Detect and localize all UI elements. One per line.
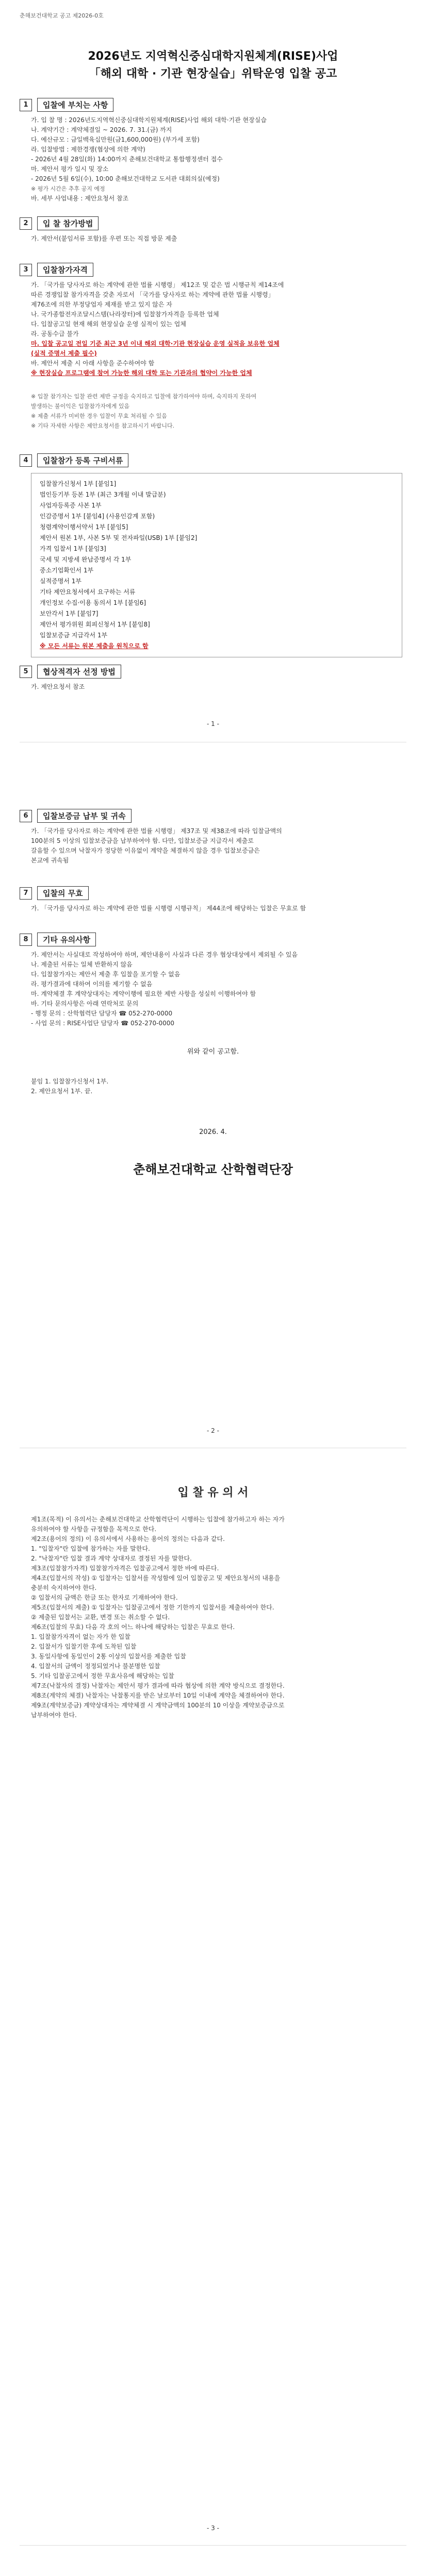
text-line: 바. 제안서 제출 시 아래 사항을 준수하여야 함 xyxy=(31,360,155,367)
list-item: 실적증명서 1부 xyxy=(40,578,82,585)
section-number: 3 xyxy=(20,264,32,276)
list-item: 보안각서 1부 [붙임7] xyxy=(40,610,99,617)
section-number: 4 xyxy=(20,454,32,467)
attachments xyxy=(31,1077,402,1096)
text-line: 라. 입찰방법 : 제한경쟁(협상에 의한 계약) xyxy=(31,146,145,153)
section-6-body xyxy=(31,826,402,866)
text-line: - 행정 문의 : 산학협력단 담당자 ☎ 052-270-0000 xyxy=(31,1010,173,1017)
article-line: ② 입찰서의 금액은 한글 또는 한자로 기재하여야 한다. xyxy=(31,1594,178,1601)
section-title: 기타 유의사항 xyxy=(37,933,96,946)
required-docs-box xyxy=(31,473,402,657)
attachment-line: 2. 제안요청서 1부. 끝. xyxy=(31,1088,93,1095)
text-line: 라. 공동수급 불가 xyxy=(31,330,79,337)
note-line: ※ 입찰 참가자는 입찰 관련 제반 규정을 숙지하고 입찰에 참가하여야 하며, 숙지하지 못하여 xyxy=(31,393,257,400)
article-line: 충분히 숙지하여야 한다. xyxy=(31,1584,97,1591)
page-number: - 2 - xyxy=(207,1427,219,1434)
text-line: 마. 계약체결 후 계약상대자는 계약이행에 필요한 제반 사항을 성실히 이행하여야 함 xyxy=(31,990,256,997)
text-line: 바. 세부 사업내용 : 제안요청서 참조 xyxy=(31,195,129,202)
articles-part1 xyxy=(31,1515,402,1720)
text-line: 가. 「국가를 당사자로 하는 계약에 관한 법률 시행령 시행규칙」 제44조에 해당하는 입찰은 무효로 함 xyxy=(31,905,306,912)
note-line: ※ 기타 자세한 사항은 제안요청서를 참고하시기 바랍니다. xyxy=(31,422,175,429)
section-3-notes xyxy=(31,392,402,431)
text-line: 가. 입 찰 명 : 2026년도지역혁신중심대학지원체계(RISE)사업 해외 대학·기관 현장실습 xyxy=(31,116,267,124)
list-item: 기타 제안요청서에서 요구하는 서류 xyxy=(40,588,136,596)
note-line: ※ 제출 서류가 미비한 경우 입찰이 무효 처리될 수 있음 xyxy=(31,413,167,419)
section-7-body xyxy=(31,904,402,913)
text-line: 갈음할 수 있으며 낙찰자가 정당한 이유없이 계약을 체결하지 않을 경우 입찰보증금은 xyxy=(31,847,260,854)
section-8-header xyxy=(20,933,96,946)
article-line: 제8조(계약의 체결) 낙찰자는 낙찰통지를 받은 날로부터 10일 이내에 계약을 체결하여야 한다. xyxy=(31,1692,285,1699)
section-2-header xyxy=(20,216,99,230)
announcement-note: 위와 같이 공고함. xyxy=(187,1048,239,1056)
text-line: 가. 제안요청서 참조 xyxy=(31,683,85,690)
text-line: ※ 평가 시간은 추후 공지 예정 xyxy=(31,185,105,192)
title-line2: 「해외 대학 · 기관 현장실습」위탁운영 입찰 공고 xyxy=(89,67,337,80)
article-line: 1. "입찰자"란 입찰에 참가하는 자를 말한다. xyxy=(31,1545,150,1552)
section-1-header xyxy=(20,98,113,112)
list-item: 법인등기부 등본 1부 (최근 3개월 이내 발급분) xyxy=(40,491,166,498)
notice-id: 춘해보건대학교 공고 제2026-0호 xyxy=(20,12,104,19)
attachment-line: 붙임 1. 입찰참가신청서 1부. xyxy=(31,1078,109,1085)
text-line: 가. 「국가를 당사자로 하는 계약에 관한 법률 시행령」 제37조 및 제38조에 따라 입찰금액의 xyxy=(31,827,282,835)
section-title: 입찰보증금 납부 및 귀속 xyxy=(37,809,132,823)
section-number: 8 xyxy=(20,934,32,946)
section-5-body xyxy=(31,682,402,692)
page-number: - 1 - xyxy=(207,720,219,727)
article-line: 제6조(입찰의 무효) 다음 각 호의 어느 하나에 해당하는 입찰은 무효로 한다. xyxy=(31,1623,235,1631)
list-item: 사업자등록증 사본 1부 xyxy=(40,502,102,509)
section-1-body xyxy=(31,115,402,204)
section-number: 2 xyxy=(20,217,32,230)
text-line: 본교에 귀속됨 xyxy=(31,857,69,864)
section-4-header xyxy=(20,453,128,467)
section-title: 입찰참가 등록 구비서류 xyxy=(37,453,128,467)
article-line: 납부하여야 한다. xyxy=(31,1711,77,1719)
article-line: 1. 입찰참가자격이 없는 자가 한 입찰 xyxy=(31,1633,130,1640)
text-line: 가. 제안서(붙임서류 포함)를 우편 또는 직접 방문 제출 xyxy=(31,235,177,242)
list-item: 인감증명서 1부 [붙임4] (사용인감계 포함) xyxy=(40,513,155,520)
text-line: - 2026년 4월 28일(화) 14:00까지 춘해보건대학교 통합행정센터 접수 xyxy=(31,156,223,163)
list-item: 청렴계약이행서약서 1부 [붙임5] xyxy=(40,523,128,531)
text-line: 바. 기타 문의사항은 아래 연락처로 문의 xyxy=(31,1000,139,1007)
list-item: 제안서 원본 1부, 사본 5부 및 전자파일(USB) 1부 [붙임2] xyxy=(40,534,198,541)
section-5-header xyxy=(20,665,121,679)
text-line: 마. 제안서 평가 일시 및 장소 xyxy=(31,165,109,173)
sign-date: 2026. 4. xyxy=(199,1128,227,1136)
section-number: 1 xyxy=(20,99,32,111)
text-line: 100분의 5 이상의 입찰보증금을 납부하여야 함. 다만, 입찰보증금 지급각서 제출로 xyxy=(31,837,254,844)
list-item: 입찰참가신청서 1부 [붙임1] xyxy=(40,480,117,487)
list-item: ※ 모든 서류는 원본 제출을 원칙으로 함 xyxy=(40,642,149,650)
section-8-body xyxy=(31,950,402,1028)
article-line: 4. 입찰서의 금액이 정정되었거나 불분명한 입찰 xyxy=(31,1663,160,1670)
doc2-title: 입 찰 유 의 서 xyxy=(177,1486,249,1499)
section-7-header xyxy=(20,886,89,900)
article-line: 3. 동일사항에 동일인이 2통 이상의 입찰서를 제출한 입찰 xyxy=(31,1653,186,1660)
article-line: 2. "낙찰자"란 입찰 결과 계약 상대자로 결정된 자를 말한다. xyxy=(31,1555,192,1562)
article-line: 제3조(입찰참가자격) 입찰참가자격은 입찰공고에서 정한 바에 따른다. xyxy=(31,1565,219,1572)
section-3-header xyxy=(20,263,93,277)
section-2-body xyxy=(31,234,402,244)
text-line: - 사업 문의 : RISE사업단 담당자 ☎ 052-270-0000 xyxy=(31,1020,175,1027)
page-divider xyxy=(20,2545,406,2546)
text-line: 다. 예산규모 : 금일백육십만원(금1,600,000원) (부가세 포함) xyxy=(31,136,200,143)
article-line: 제9조(계약보증금) 계약상대자는 계약체결 시 계약금액의 100분의 10 이상을 계약보증금으로 xyxy=(31,1702,285,1709)
text-line: 마. 입찰 공고일 전일 기준 최근 3년 이내 해외 대학·기관 현장실습 운영 실적을 보유한 업체 xyxy=(31,340,280,347)
article-line: 제5조(입찰서의 제출) ① 입찰자는 입찰공고에서 정한 기한까지 입찰서를 제출하여야 한다. xyxy=(31,1604,274,1611)
section-title: 입 찰 참가방법 xyxy=(37,216,99,230)
list-item: 중소기업확인서 1부 xyxy=(40,567,94,574)
article-line: 제4조(입찰서의 작성) ① 입찰자는 입찰서를 작성함에 있어 입찰공고 및 제안요청서의 내용을 xyxy=(31,1574,281,1582)
text-line: - 2026년 5월 6일(수), 10:00 춘해보건대학교 도서관 대회의실(예정) xyxy=(31,175,220,182)
section-6-header xyxy=(20,809,132,823)
article-line: 2. 입찰서가 입찰기한 후에 도착된 입찰 xyxy=(31,1643,137,1650)
text-line: 다. 입찰참가자는 제안서 제출 후 입찰을 포기할 수 없음 xyxy=(31,971,181,978)
text-line: 가. 「국가를 당사자로 하는 계약에 관한 법률 시행령」 제12조 및 같은 법 시행규칙 제14조에 xyxy=(31,281,284,289)
section-3-body xyxy=(31,280,402,378)
text-line: 라. 평가결과에 대하여 이의를 제기할 수 없음 xyxy=(31,980,153,988)
section-number: 7 xyxy=(20,887,32,900)
article-line: ② 제출된 입찰서는 교환, 변경 또는 취소할 수 없다. xyxy=(31,1614,170,1621)
text-line: 가. 제안서는 사실대로 작성하여야 하며, 제안내용이 사실과 다른 경우 협상대상에서 제외될 수 있음 xyxy=(31,951,298,958)
article-line: 유의하여야 할 사항을 규정함을 목적으로 한다. xyxy=(31,1526,157,1533)
list-item: 가격 입찰서 1부 [붙임3] xyxy=(40,545,106,552)
section-number: 5 xyxy=(20,666,32,678)
article-line: 제2조(용어의 정의) 이 유의서에서 사용하는 용어의 정의는 다음과 같다. xyxy=(31,1535,225,1543)
text-line: 나. 제출된 서류는 일체 반환하지 않음 xyxy=(31,961,133,968)
section-title: 입찰에 부치는 사항 xyxy=(37,98,113,112)
list-item: 제안서 평가위원 회피신청서 1부 [붙임8] xyxy=(40,621,150,628)
text-line: (실적 증명서 제출 필수) xyxy=(31,350,97,357)
section-title: 입찰참가자격 xyxy=(37,263,93,277)
text-line: 나. 계약기간 : 계약체결일 ~ 2026. 7. 31.(금) 까지 xyxy=(31,126,172,133)
list-item: 국세 및 지방세 완납증명서 각 1부 xyxy=(40,556,132,563)
section-number: 6 xyxy=(20,810,32,822)
page-number: - 3 - xyxy=(207,2524,219,2532)
highlight-line: ※ 현장실습 프로그램에 참여 가능한 해외 대학 또는 기관과의 협약이 가능한 업체 xyxy=(31,369,252,377)
section-title: 협상적격자 선정 방법 xyxy=(37,665,121,679)
text-line: 따른 경쟁입찰 참가자격을 갖춘 자로서 「국가를 당사자로 하는 계약에 관한 법률 시행령」 xyxy=(31,291,274,298)
note-line: 발생하는 불이익은 입찰참가자에게 있음 xyxy=(31,403,130,410)
section-title: 입찰의 무효 xyxy=(37,886,89,900)
article-line: 제1조(목적) 이 유의서는 춘해보건대학교 산학협력단이 시행하는 입찰에 참가하고자 하는 자가 xyxy=(31,1516,285,1523)
title-line1: 2026년도 지역혁신중심대학지원체계(RISE)사업 xyxy=(88,50,338,63)
list-item: 입찰보증금 지급각서 1부 xyxy=(40,632,108,639)
sign-org: 춘해보건대학교 산학협력단장 xyxy=(133,1162,293,1177)
text-line: 제76조에 의한 부정당업자 제재를 받고 있지 않은 자 xyxy=(31,301,172,308)
text-line: 나. 국가종합전자조달시스템(나라장터)에 입찰참가자격을 등록한 업체 xyxy=(31,311,219,318)
article-line: 제7조(낙찰자의 결정) 낙찰자는 제안서 평가 결과에 따라 협상에 의한 계약 방식으로 결정한다. xyxy=(31,1682,285,1689)
article-line: 5. 기타 입찰공고에서 정한 무효사유에 해당하는 입찰 xyxy=(31,1672,174,1680)
text-line: 다. 입찰공고일 현재 해외 현장실습 운영 실적이 있는 업체 xyxy=(31,320,186,328)
list-item: 개인정보 수집·이용 동의서 1부 [붙임6] xyxy=(40,599,146,606)
